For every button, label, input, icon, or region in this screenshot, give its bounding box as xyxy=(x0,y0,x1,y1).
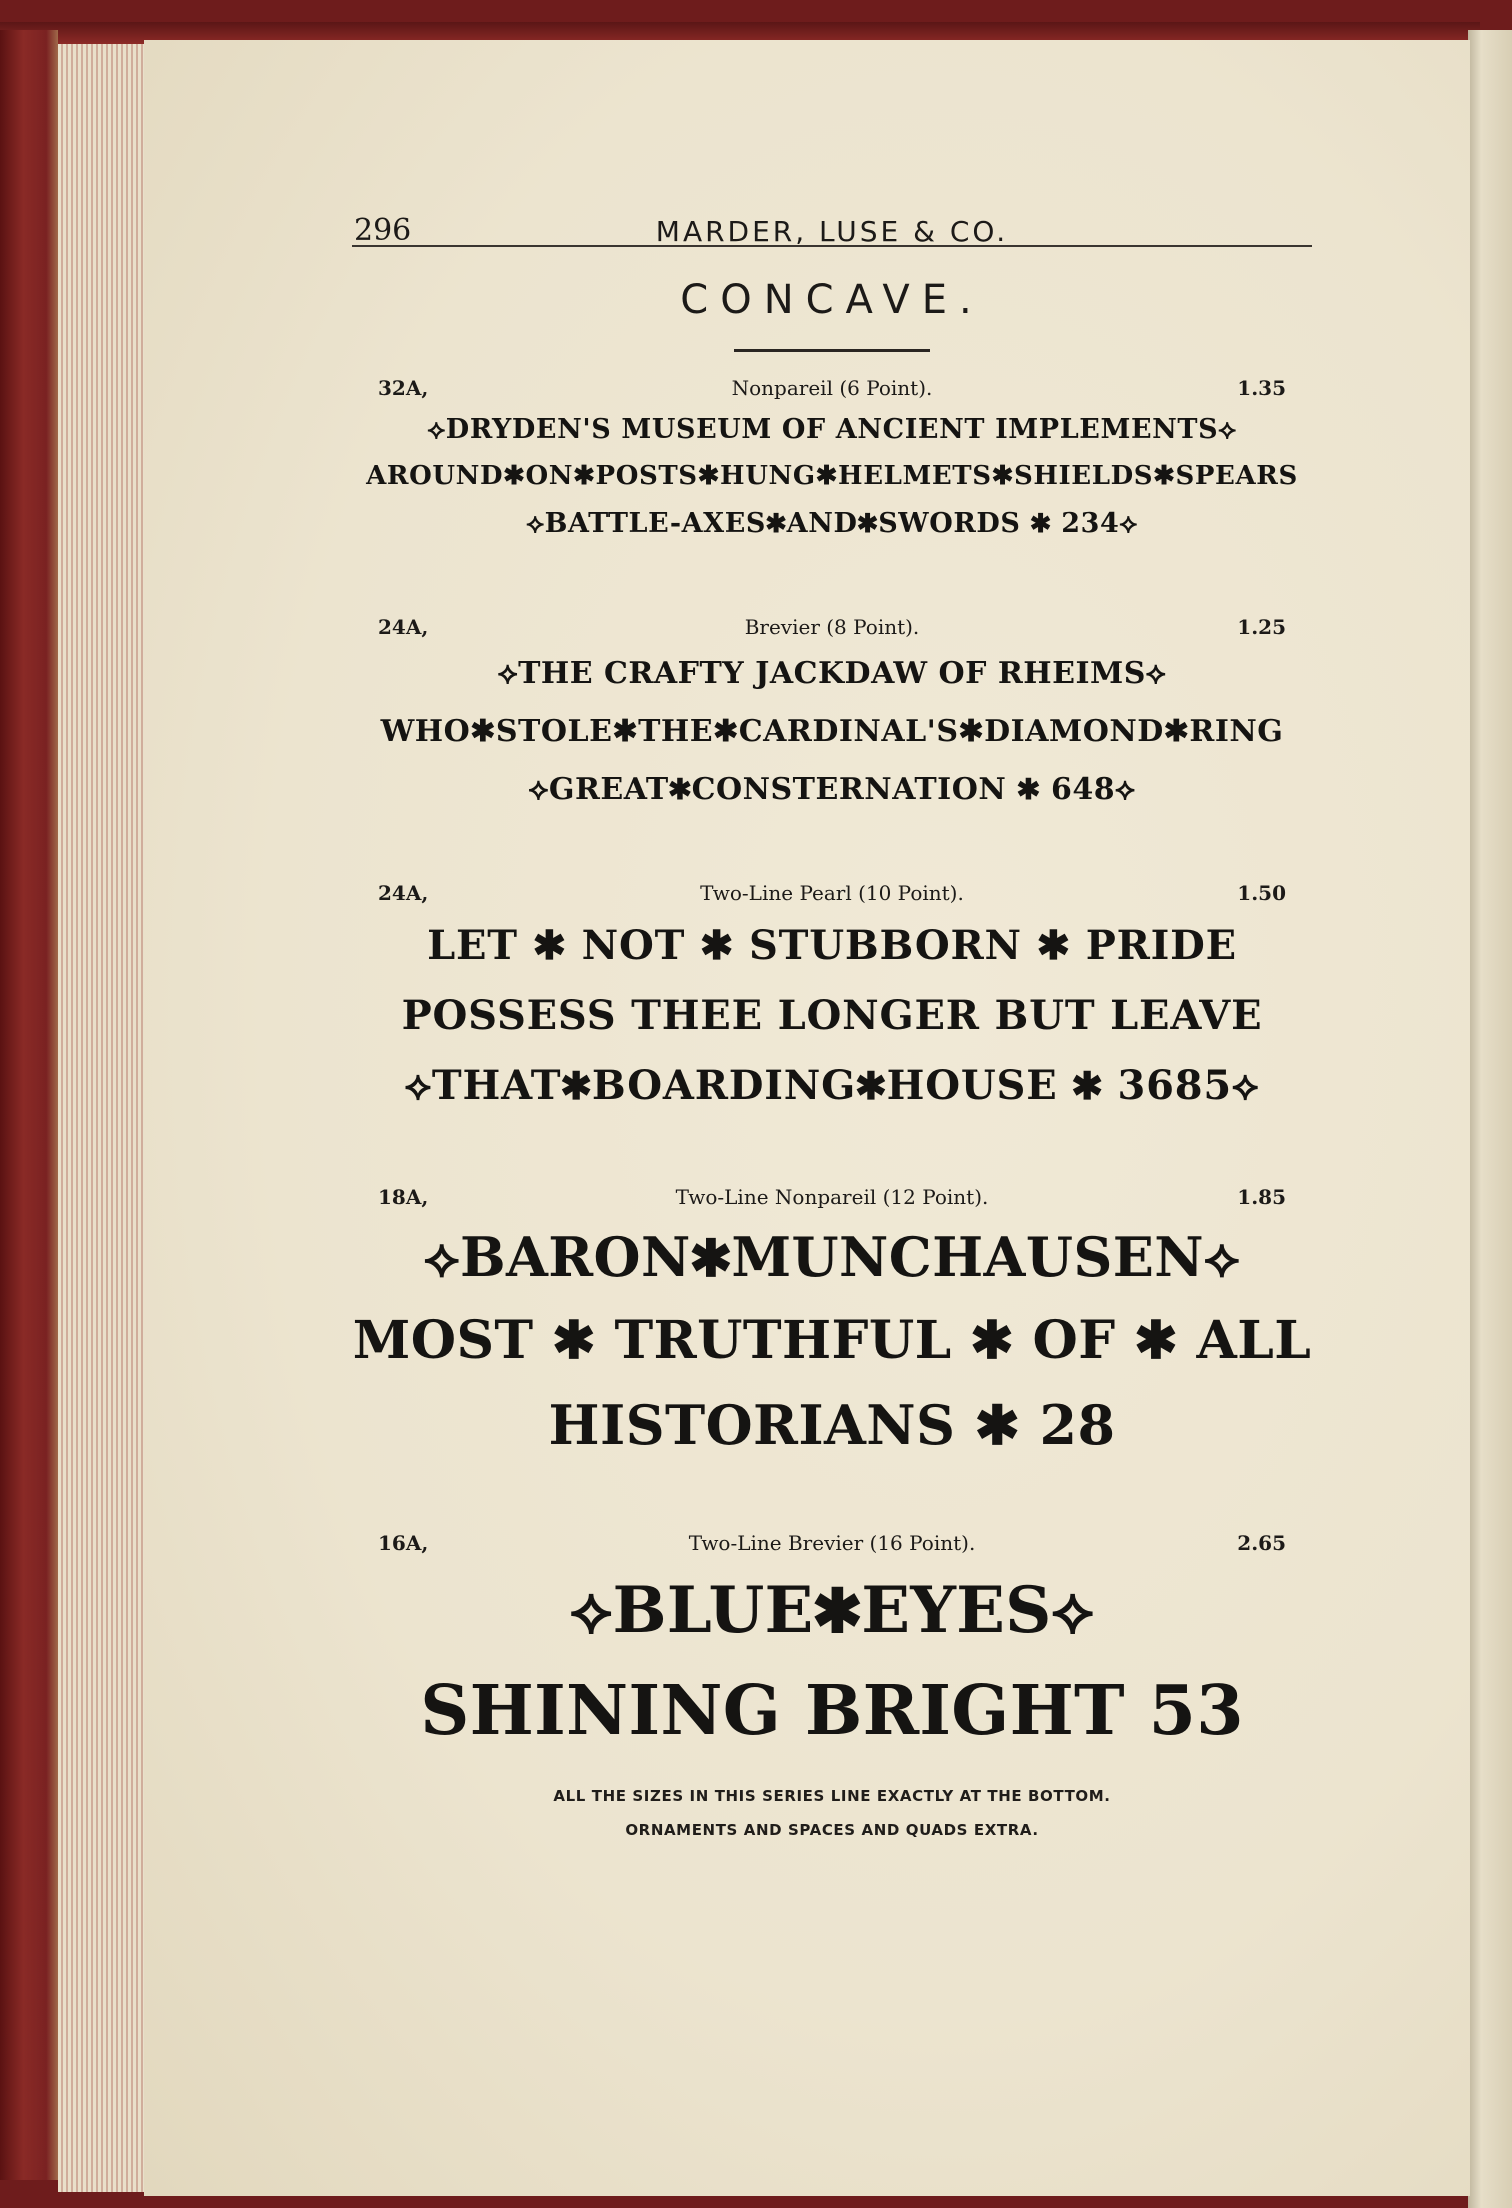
font-price: 1.50 xyxy=(1237,881,1286,905)
font-count: 16A, xyxy=(378,1531,429,1555)
specimen-line: SHINING BRIGHT 53 xyxy=(420,1671,1244,1751)
specimen-line: HISTORIANS ✱ 28 xyxy=(548,1393,1116,1457)
font-count: 24A, xyxy=(378,881,429,905)
specimen-line: ⟡THAT✱BOARDING✱HOUSE ✱ 3685⟡ xyxy=(404,1062,1260,1109)
specimen-line: ⟡BLUE✱EYES⟡ xyxy=(569,1573,1095,1648)
specimen-line: ⟡THE CRAFTY JACKDAW OF RHEIMS⟡ xyxy=(497,656,1167,691)
font-count: 18A, xyxy=(378,1185,429,1209)
running-header xyxy=(352,165,1312,247)
font-size-label: Brevier (8 Point). xyxy=(744,615,920,639)
font-price: 1.85 xyxy=(1237,1185,1286,1209)
specimen-line: ⟡DRYDEN'S MUSEUM OF ANCIENT IMPLEMENTS⟡ xyxy=(427,414,1237,445)
specimen-info-nonpareil xyxy=(352,376,1312,406)
specimen-line: WHO✱STOLE✱THE✱CARDINAL'S✱DIAMOND✱RING xyxy=(380,714,1284,749)
font-size-label: Two-Line Brevier (16 Point). xyxy=(688,1531,976,1555)
specimen-info-two-line-brevier xyxy=(352,1531,1312,1561)
font-price: 1.25 xyxy=(1237,615,1286,639)
font-price: 1.35 xyxy=(1237,376,1286,400)
specimen-line: AROUND✱ON✱POSTS✱HUNG✱HELMETS✱SHIELDS✱SPEARS xyxy=(366,461,1298,491)
specimen-line: ⟡BATTLE-AXES✱AND✱SWORDS ✱ 234⟡ xyxy=(526,508,1138,539)
specimen-info-two-line-nonpareil xyxy=(352,1185,1312,1215)
specimen-info-brevier xyxy=(352,615,1312,645)
publisher-name: MARDER, LUSE & CO. xyxy=(655,215,1009,248)
page-content xyxy=(352,165,1312,1847)
footnote: ORNAMENTS AND SPACES AND QUADS EXTRA. xyxy=(625,1821,1039,1839)
title-rule xyxy=(734,349,930,352)
font-size-label: Two-Line Pearl (10 Point). xyxy=(700,881,964,905)
specimen-info-two-line-pearl xyxy=(352,881,1312,911)
font-price: 2.65 xyxy=(1237,1531,1286,1555)
facing-page-edge xyxy=(1468,30,1512,2208)
specimen-line: ⟡BARON✱MUNCHAUSEN⟡ xyxy=(423,1225,1241,1289)
font-count: 24A, xyxy=(378,615,429,639)
font-size-label: Two-Line Nonpareil (12 Point). xyxy=(675,1185,989,1209)
specimen-line: ⟡GREAT✱CONSTERNATION ✱ 648⟡ xyxy=(528,772,1136,807)
page-stack-edge xyxy=(58,44,144,2192)
book-cover-spine xyxy=(0,30,58,2180)
specimen-line: POSSESS THEE LONGER BUT LEAVE xyxy=(401,992,1263,1039)
font-count: 32A, xyxy=(378,376,429,400)
font-size-label: Nonpareil (6 Point). xyxy=(731,376,933,400)
footnote: ALL THE SIZES IN THIS SERIES LINE EXACTLY AT THE BOTTOM. xyxy=(553,1787,1111,1805)
specimen-line: MOST ✱ TRUTHFUL ✱ OF ✱ ALL xyxy=(352,1310,1312,1371)
specimen-line: LET ✱ NOT ✱ STUBBORN ✱ PRIDE xyxy=(427,922,1237,969)
specimen-page xyxy=(144,40,1470,2196)
page-number: 296 xyxy=(354,213,412,248)
typeface-title: CONCAVE. xyxy=(680,277,984,323)
